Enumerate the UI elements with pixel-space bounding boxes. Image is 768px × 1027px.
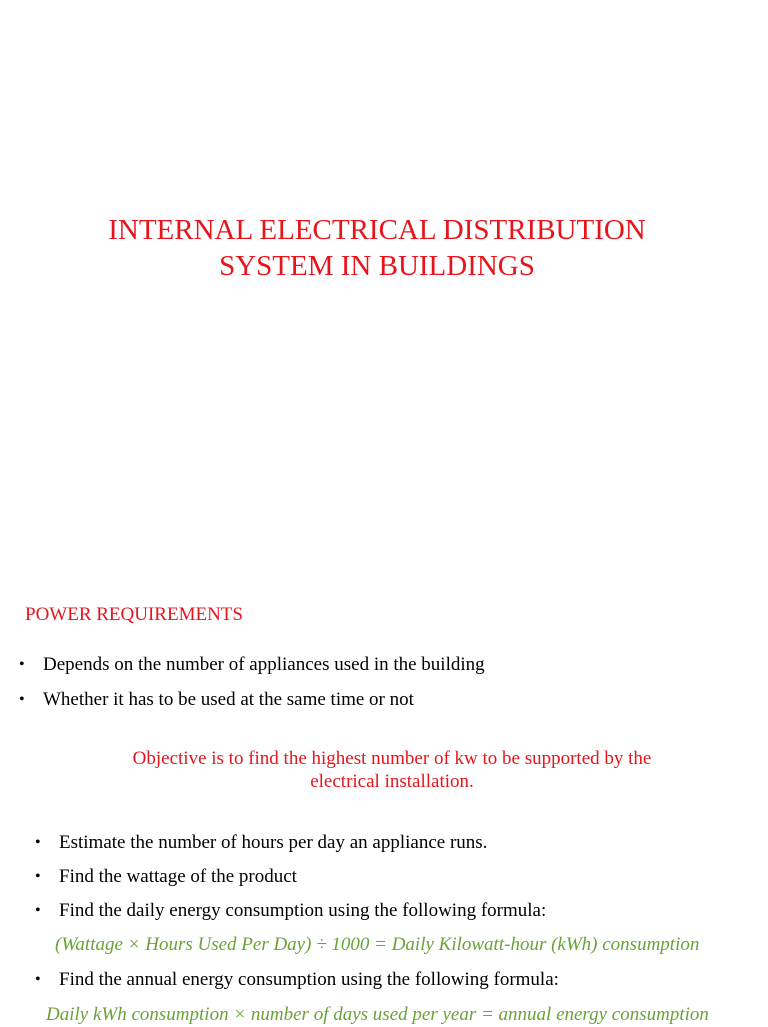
- list-item-text: Depends on the number of appliances used in the building: [43, 654, 485, 675]
- title-line-1: INTERNAL ELECTRICAL DISTRIBUTION: [108, 214, 646, 246]
- steps-list: [35, 831, 755, 933]
- list-item: [19, 688, 739, 723]
- list-item-text: Find the wattage of the product: [59, 866, 297, 887]
- daily-energy-formula: (Wattage × Hours Used Per Day) ÷ 1000 = Daily Kilowatt-hour (kWh) consumption: [55, 934, 700, 955]
- list-item-text: Whether it has to be used at the same time or not: [43, 689, 414, 710]
- list-item: [35, 968, 755, 1002]
- annual-energy-formula: Daily kWh consumption × number of days used per year = annual energy consumption: [46, 1004, 709, 1025]
- list-item-text: Find the annual energy consumption using the following formula:: [59, 969, 559, 990]
- list-item-text: Estimate the number of hours per day an appliance runs.: [59, 832, 488, 853]
- bullet-icon: •: [35, 902, 41, 919]
- title-line-2: SYSTEM IN BUILDINGS: [219, 250, 535, 282]
- objective-line-2: electrical installation.: [310, 771, 474, 792]
- requirements-list: [19, 653, 739, 723]
- section-heading: POWER REQUIREMENTS: [25, 604, 243, 625]
- bullet-icon: •: [35, 971, 41, 988]
- list-item-text: Find the daily energy consumption using the following formula:: [59, 900, 547, 921]
- list-item: [19, 653, 739, 688]
- list-item: [35, 865, 755, 899]
- bullet-icon: •: [35, 868, 41, 885]
- list-item: [35, 831, 755, 865]
- page-title: [0, 212, 754, 284]
- annual-steps-list: [35, 968, 755, 1002]
- bullet-icon: •: [19, 656, 25, 673]
- bullet-icon: •: [19, 691, 25, 708]
- bullet-icon: •: [35, 834, 41, 851]
- list-item: [35, 899, 755, 933]
- objective-line-1: Objective is to find the highest number of kw to be supported by the: [132, 748, 652, 769]
- objective-statement: [0, 747, 768, 793]
